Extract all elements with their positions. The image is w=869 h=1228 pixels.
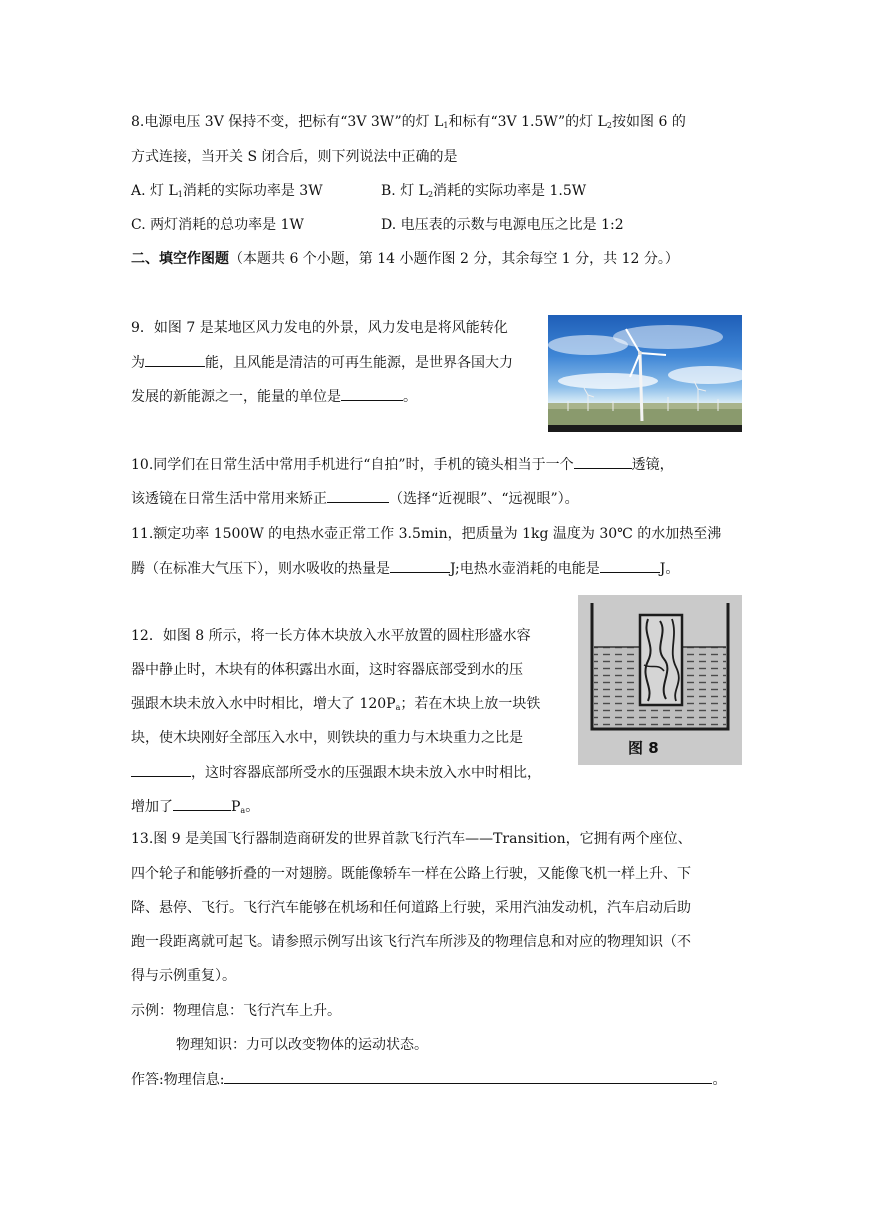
q11-blank-2[interactable]: [600, 558, 660, 573]
q13-example-info: 示例：物理信息：飞行汽车上升。: [131, 1003, 341, 1019]
q12-line-5: ，这时容器底部所受水的压强跟木块未放入水中时相比，: [131, 762, 541, 783]
section-2-heading: [131, 249, 679, 269]
q13-answer-blank[interactable]: [224, 1069, 712, 1084]
wind-farm-illustration: [548, 315, 742, 432]
q10-line-2: 该透镜在日常生活中常用来矫正 （选择“近视眼”、“远视眼”）。: [131, 488, 579, 509]
q12-blank-2[interactable]: [173, 796, 231, 811]
q10-line-1: 10.同学们在日常生活中常用手机进行“自拍”时，手机的镜头相当于一个 透镜，: [131, 454, 674, 475]
q8-option-c: C. 两灯消耗的总功率是 1W: [131, 217, 304, 233]
q8-option-a: A. 灯 $L_1$消耗的实际功率是 3W: [131, 183, 323, 199]
q13-line-3: 降、悬停、飞行。飞行汽车能够在机场和任何道路上行驶，采用汽油发动机，汽车启动后助: [131, 900, 691, 916]
q8-option-d: D. 电压表的示数与电源电压之比是 1:2: [381, 217, 624, 233]
q10-blank-2[interactable]: [327, 488, 389, 503]
wind-farm-figure: [548, 315, 742, 432]
q8-line-1: 8.电源电压 3V 保持不变，把标有“3V 3W”的灯 $L_1$和标有“3V 1.5W”的灯 $L_2$按如图 6 的: [131, 114, 686, 130]
q11-line-1: 11.额定功率 1500W 的电热水壶正常工作 3.5min，把质量为 1kg 温度为 30℃ 的水加热至沸: [131, 526, 722, 542]
q11-line-2: 腾（在标准大气压下），则水吸收的热量是 J;电热水壶消耗的电能是 J。: [131, 558, 679, 579]
q9-blank-2[interactable]: [341, 386, 403, 401]
q10-blank-1[interactable]: [574, 454, 632, 469]
q9-line-3: 发展的新能源之一，能量的单位是 。: [131, 386, 417, 407]
q9-line-1: 9．如图 7 是某地区风力发电的外景，风力发电是将风能转化: [131, 320, 508, 336]
q8-line-2: 方式连接，当开关 S 闭合后，则下列说法中正确的是: [131, 149, 458, 165]
q13-line-4: 跑一段距离就可起飞。请参照示例写出该飞行汽车所涉及的物理信息和对应的物理知识（不: [131, 934, 691, 950]
q9-blank-1[interactable]: [145, 352, 205, 367]
q12-line-4: 块，使木块刚好全部压入水中，则铁块的重力与木块重力之比是: [131, 730, 523, 746]
q11-blank-1[interactable]: [390, 558, 450, 573]
q12-line-3: 强跟木块未放入水中时相比，增大了 $120P_a$；若在木块上放一块铁: [131, 696, 541, 712]
q13-line-2: 四个轮子和能够折叠的一对翅膀。既能像轿车一样在公路上行驶，又能像飞机一样上升、下: [131, 866, 691, 882]
q12-line-1: 12．如图 8 所示，将一长方体木块放入水平放置的圆柱形盛水容: [131, 628, 531, 644]
q9-line-2: 为 能，且风能是清洁的可再生能源，是世界各国大力: [131, 352, 513, 373]
water-container-figure: [578, 595, 742, 765]
q13-line-1: 13.图 9 是美国飞行器制造商研发的世界首款飞行汽车——Transition，它拥有两个座位、: [131, 831, 692, 847]
figure-8-label: 图 8: [628, 739, 659, 757]
q12-line-2: 器中静止时，木块有的体积露出水面，这时容器底部受到水的压: [131, 662, 523, 678]
section-2-note: （本题共 6 个小题，第 14 小题作图 2 分，其余每空 1 分，共 12 分。）: [229, 251, 679, 267]
q8-option-b: B. 灯 $L_2$消耗的实际功率是 1.5W: [381, 183, 587, 199]
q12-line-6: 增加了 $P_a$。: [131, 796, 259, 821]
q13-line-5: 得与示例重复）。: [131, 968, 236, 984]
water-container-illustration: [578, 595, 742, 765]
q13-answer-line: 作答:物理信息: 。: [131, 1069, 726, 1090]
q12-blank-1[interactable]: [131, 762, 191, 777]
section-2-title: 二、填空作图题: [131, 251, 229, 267]
q13-example-knowledge: 物理知识：力可以改变物体的运动状态。: [176, 1037, 428, 1053]
